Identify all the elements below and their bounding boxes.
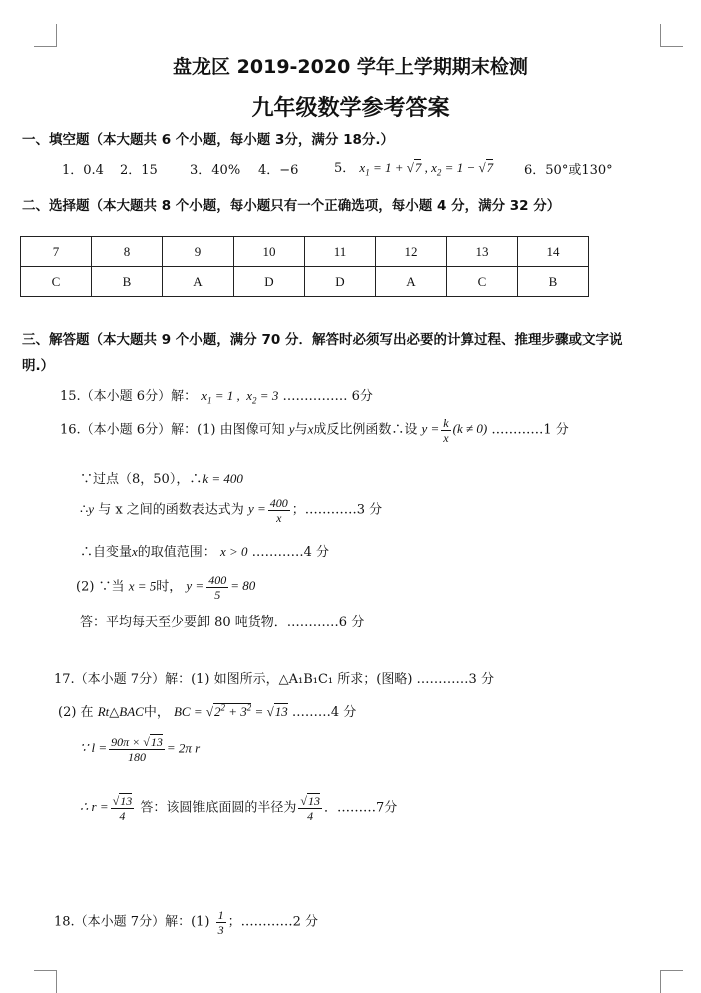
section2-heading: 二、选择题（本大题共 8 个小题，每小题只有一个正确选项，每小题 4 分，满分 32 分） [22, 198, 561, 214]
table-cell: 14 [518, 237, 589, 267]
q18-fraction: $\frac{1}{3}$ [217, 908, 224, 937]
q15-label: 15.（本小题 6分）解： [60, 389, 198, 404]
var-y: y [288, 421, 295, 437]
table-cell: B [518, 267, 589, 297]
corner-mark-top-left [34, 24, 57, 47]
q16-score1: …………1 分 [491, 422, 569, 438]
q17-score2: ………4 分 [291, 705, 357, 720]
table-cell: A [163, 267, 234, 297]
q16-line3 [80, 496, 382, 525]
table-cell: D [234, 267, 305, 297]
section1-heading: 一、填空题（本大题共 6 个小题，每小题 3分，满分 18分.） [22, 132, 395, 148]
q16-l2-text: ∵过点（8，50），∴ [80, 472, 203, 487]
q17-line4 [80, 794, 397, 823]
q17-line1: 17.（本小题 7分）解：(1) 如图所示，△A₁B₁C₁ 所求；(图略) …………3 分 [54, 672, 494, 687]
table-cell: 13 [447, 237, 518, 267]
table-cell: 11 [305, 237, 376, 267]
q17-arc-formula: ∵ l = $\frac{90\pi \times √13}{180}$ = [80, 735, 179, 764]
q16-l4: ∴自变量 [80, 545, 133, 560]
q18-label: 18.（本小题 7分）解：(1) [54, 914, 210, 930]
q16-l5b: 时， [156, 579, 183, 595]
q17-l3b: 2π r [178, 740, 201, 756]
q16-line2 [80, 468, 243, 487]
q17-r-formula: ∴ r = $\frac{√13}{4}$ [80, 794, 133, 823]
answer-5-math: $x_1 = 1 + √7$ , $x_2 = 1 - √7$ [359, 160, 494, 178]
q16-domain: x > 0 [219, 544, 248, 559]
table-row-answers [21, 267, 589, 297]
answer-6: 6．50°或130° [524, 163, 613, 178]
q15-score: …………… 6分 [282, 389, 373, 404]
q16-label: 16.（本小题 6分）解：(1) 由图像可知 [60, 422, 285, 438]
q15-math: $x_1 = 1$ , $x_2 = 3$ [201, 388, 279, 406]
table-cell: B [92, 267, 163, 297]
q17-bc-formula: BC = $√2^2 + 3^2 = √13$ [173, 702, 288, 719]
q16-l5a: (2) ∵当 [76, 579, 125, 595]
table-cell: 10 [234, 237, 305, 267]
q16-l3a: ∴ [80, 502, 89, 518]
section3-heading-line2: 明.） [22, 358, 55, 374]
q17-line2 [58, 701, 356, 720]
var-x: x [307, 421, 314, 437]
answer-1: 1．0.4 [62, 163, 104, 178]
q16-formula: y = $\frac{k}{x}$ (k ≠ 0) [421, 416, 488, 445]
table-cell: D [305, 267, 376, 297]
q15-line [60, 385, 373, 406]
q17-line3 [80, 735, 200, 764]
q17-r-value: $\frac{√13}{4}$ [300, 794, 320, 823]
q16-score3: …………4 分 [251, 545, 330, 560]
q16-x-value: x = 5 [128, 578, 157, 594]
corner-mark-bottom-right [660, 970, 683, 993]
answer-5 [334, 157, 493, 178]
document-subtitle: 九年级数学参考答案 [251, 96, 450, 121]
multiple-choice-answer-table [20, 236, 589, 297]
section3-heading-line1: 三、解答题（本大题共 9 个小题，满分 70 分．解答时必须写出必要的计算过程、推理步骤或文字说 [22, 332, 623, 348]
table-cell: 8 [92, 237, 163, 267]
var-y: y [88, 501, 95, 517]
q17-l4b: 答：该圆锥底面圆的半径为 [140, 800, 297, 816]
q18-score: ；…………2 分 [227, 914, 319, 930]
q16-score2: ；…………3 分 [291, 502, 383, 518]
answer-4: 4．−6 [258, 163, 299, 178]
q16-text2: 成反比例函数∴设 [313, 422, 418, 438]
q16-function-formula: y = $\frac{400}{x}$ [247, 496, 288, 525]
table-cell: C [447, 267, 518, 297]
answer-2: 2．15 [120, 163, 158, 178]
q17-triangle: Rt△BAC [97, 704, 144, 719]
q18-line1 [54, 908, 318, 937]
q16-l3b: 与 x 之间的函数表达式为 [98, 502, 244, 518]
q16-line1 [60, 416, 569, 445]
table-cell: 7 [21, 237, 92, 267]
corner-mark-bottom-left [34, 970, 57, 993]
var-x: x [132, 544, 138, 559]
answer-5-label: 5． [334, 161, 356, 176]
document-title: 盘龙区 2019-2020 学年上学期期末检测 [173, 56, 528, 78]
q16-k-value: k = 400 [202, 471, 243, 486]
answer-3: 3．40% [190, 163, 241, 178]
q17-l2a: (2) 在 [58, 705, 94, 720]
q17-score4: ．………7分 [323, 800, 398, 816]
q16-line5 [76, 573, 255, 602]
table-cell: A [376, 267, 447, 297]
q16-line6: 答：平均每天至少要卸 80 吨货物．…………6 分 [80, 615, 365, 630]
table-cell: C [21, 267, 92, 297]
q17-l2b: 中， [143, 705, 170, 720]
corner-mark-top-right [660, 24, 683, 47]
table-cell: 12 [376, 237, 447, 267]
q16-line4 [80, 541, 329, 560]
table-cell: 9 [163, 237, 234, 267]
table-row-question-numbers [21, 237, 589, 267]
q16-y-calc: y = $\frac{400}{5}$ = 80 [186, 573, 256, 602]
q16-text: 与 [294, 422, 308, 438]
q16-l4b: 的取值范围： [137, 545, 216, 560]
